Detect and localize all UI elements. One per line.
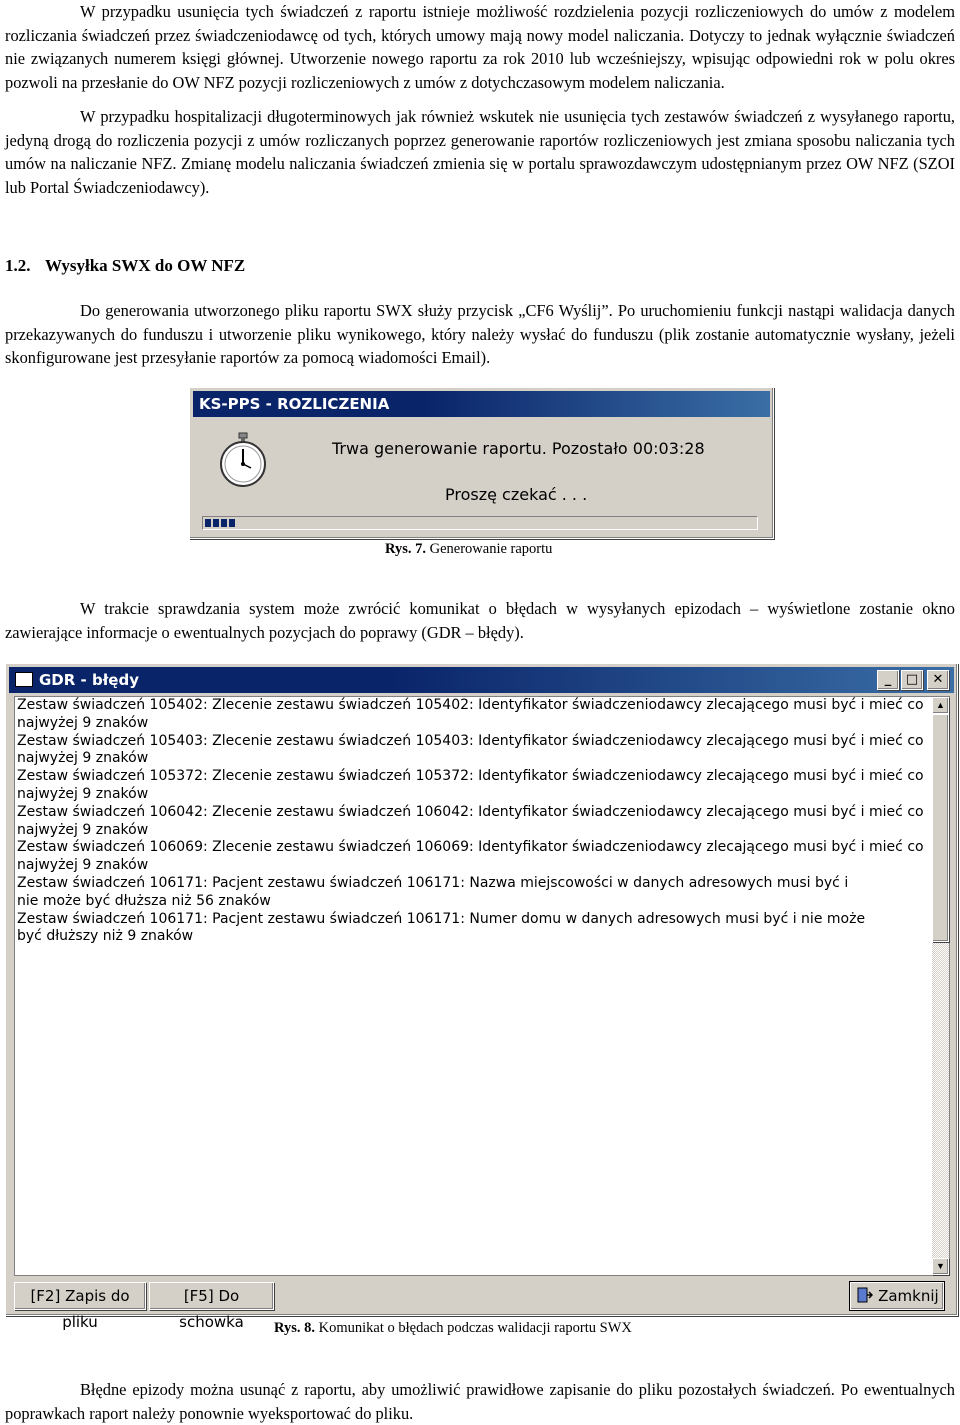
caption-7-label: Rys. 7. — [385, 541, 426, 557]
errors-list[interactable] — [14, 696, 932, 1276]
paragraph-4: W trakcie sprawdzania system może zwrócić komunikat o błędach w wysyłanych epizodach – wyświetlone zostanie okno zawierające informacje o ewentualnych pozycjach do poprawy (GDR – błędy). — [5, 599, 955, 642]
progress-bar — [202, 516, 758, 530]
window-controls — [877, 670, 949, 690]
error-line: Zestaw świadczeń 105372: Zlecenie zestawu świadczeń 105372: Identyfikator świadczeniodawcy zlecającego musi być i mieć co — [17, 768, 924, 785]
wait-message: Proszę czekać . . . — [445, 485, 588, 504]
scroll-up-icon[interactable]: ▲ — [932, 697, 949, 714]
vertical-scrollbar[interactable] — [932, 696, 950, 1276]
close-button[interactable] — [850, 1282, 944, 1310]
error-line-continuation: najwyżej 9 znaków — [17, 821, 149, 838]
progress-segment — [213, 519, 219, 527]
close-button-label: Zamknij — [878, 1287, 939, 1305]
errors-window-title-text: GDR - błędy — [39, 671, 139, 689]
progress-segment — [205, 519, 211, 527]
figure-7-caption — [385, 541, 552, 558]
caption-8-label: Rys. 8. — [274, 1320, 315, 1336]
caption-8-text: Komunikat o błędach podczas walidacji raportu SWX — [314, 1320, 632, 1336]
error-line-continuation: najwyżej 9 znaków — [17, 857, 149, 874]
section-title: Wysyłka SWX do OW NFZ — [45, 256, 246, 275]
section-heading — [5, 256, 245, 276]
progress-message: Trwa generowanie raportu. Pozostało 00:03:28 — [332, 439, 705, 458]
door-exit-icon — [855, 1286, 873, 1304]
paragraph-3: Do generowania utworzonego pliku raportu SWX służy przycisk „CF6 Wyślij”. Po uruchomieniu funkcji nastąpi walidacja danych przekazywanych do funduszu i utworzenie pliku wynikowego, który należy wysłać do funduszu (plik zostanie automatycznie wysłany, jeżeli skonfigurowane jest przesyłanie raportów za pomocą wiadomości Email). — [5, 301, 955, 367]
error-line: Zestaw świadczeń 106171: Pacjent zestawu świadczeń 106171: Nazwa miejscowości w danych adresowych musi być i — [17, 874, 849, 891]
progress-window-title: KS-PPS - ROZLICZENIA — [193, 391, 770, 417]
figure-8-caption — [274, 1320, 632, 1337]
paragraph-5: Błędne epizody można usunąć z raportu, aby umożliwić prawidłowe zapisanie do pliku pozostałych świadczeń. Po ewentualnych poprawkach raport należy ponownie wyeksportować do pliku. — [5, 1380, 955, 1423]
close-icon[interactable]: ✕ — [927, 670, 949, 690]
save-to-file-button[interactable]: [F2] Zapis do pliku — [14, 1282, 146, 1310]
error-line-continuation: najwyżej 9 znaków — [17, 785, 149, 802]
error-line: Zestaw świadczeń 105402: Zlecenie zestawu świadczeń 105402: Identyfikator świadczeniodawcy zlecającego musi być i mieć co — [17, 697, 924, 713]
error-line-continuation: być dłuższy niż 9 znaków — [17, 928, 194, 945]
error-line: Zestaw świadczeń 106069: Zlecenie zestawu świadczeń 106069: Identyfikator świadczeniodawcy zlecającego musi być i mieć co — [17, 839, 924, 856]
error-line: Zestaw świadczeń 106042: Zlecenie zestawu świadczeń 106042: Identyfikator świadczeniodawcy zlecającego musi być i mieć co — [17, 803, 924, 820]
progress-window — [189, 387, 774, 539]
stopwatch-icon — [218, 432, 268, 488]
minimize-icon[interactable]: _ — [877, 670, 899, 690]
errors-window-title[interactable] — [9, 667, 954, 693]
caption-7-text: Generowanie raportu — [425, 541, 553, 557]
progress-segment — [229, 519, 235, 527]
maximize-icon[interactable]: □ — [901, 670, 923, 690]
paragraph-2: W przypadku hospitalizacji długoterminowych jak również wskutek nie usunięcia tych zestawów świadczeń z wysyłanego raportu, jedyną drogą do rozliczenia pozycji z umów rozliczanych poprzez generowanie raportów rozliczeniowych jest zmiana sposobu naliczania tych umów na naliczanie NFZ. Zmianę modelu naliczania świadczeń zmienia się w portalu sprawozdawczym udostępnianym przez OW NFZ (SZOI lub Portal Świadczeniodawcy). — [5, 107, 955, 197]
window-icon — [15, 672, 33, 687]
error-line-continuation: najwyżej 9 znaków — [17, 750, 149, 767]
paragraph-1: W przypadku usunięcia tych świadczeń z raportu istnieje możliwość rozdzielenia pozycji rozliczeniowych do umów z modelem rozliczania świadczeń przez świadczeniodawcę od tych, których umowy mają nowy model naliczania. Dotyczy to jednak wyłącznie świadczeń nie związanych numerem księgi głównej. Utworzenie nowego raportu za rok 2010 lub wcześniejszy, wpisując odpowiedni rok w polu okres pozwoli na przesłanie do OW NFZ pozycji rozliczeniowych z umów z dotychczasowym modelem naliczania. — [5, 2, 955, 92]
copy-to-clipboard-button[interactable]: [F5] Do schowka — [149, 1282, 274, 1310]
error-line-continuation: nie może być dłuższa niż 56 znaków — [17, 892, 271, 909]
error-line: Zestaw świadczeń 105403: Zlecenie zestawu świadczeń 105403: Identyfikator świadczeniodawcy zlecającego musi być i mieć co — [17, 732, 924, 749]
error-line: Zestaw świadczeń 106171: Pacjent zestawu świadczeń 106171: Numer domu w danych adresowych musi być i nie może — [17, 910, 866, 927]
progress-segment — [221, 519, 227, 527]
error-line-continuation: najwyżej 9 znaków — [17, 714, 149, 731]
scroll-down-icon[interactable]: ▼ — [932, 1258, 949, 1275]
scroll-thumb[interactable] — [932, 714, 949, 942]
section-number: 1.2. — [5, 256, 31, 275]
